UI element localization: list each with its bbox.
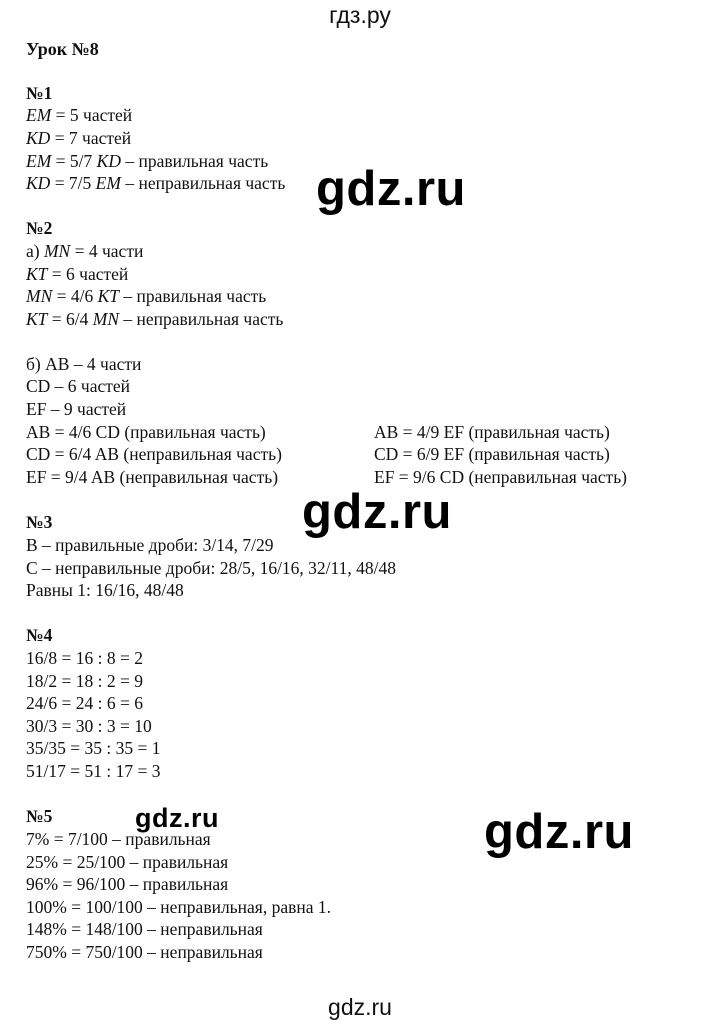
task-4-line: 51/17 = 51 : 17 = 3	[26, 761, 161, 781]
task-2a-line: MN = 4/6 KT – правильная часть	[26, 286, 267, 306]
task-2-heading: №2	[26, 218, 53, 238]
task-2a-line: а) MN = 4 части	[26, 241, 144, 261]
task-2b-left: EF = 9/4 AB (неправильная часть)	[26, 467, 279, 487]
task-3-line: Равны 1: 16/16, 48/48	[26, 580, 184, 600]
task-1-line: KD = 7/5 EM – неправильная часть	[26, 173, 286, 193]
task-2a-line: KT = 6 частей	[26, 264, 129, 284]
lesson-title: Урок №8	[26, 39, 99, 59]
task-2b-right: AB = 4/9 EF (правильная часть)	[374, 422, 610, 442]
watermark: gdz.ru	[135, 803, 219, 833]
task-5-line: 96% = 96/100 – правильная	[26, 874, 229, 894]
task-2b-left: CD = 6/4 AB (неправильная часть)	[26, 444, 282, 464]
task-4-heading: №4	[26, 625, 53, 645]
task-4-line: 16/8 = 16 : 8 = 2	[26, 648, 143, 668]
task-4-line: 24/6 = 24 : 6 = 6	[26, 693, 143, 713]
task-5-heading: №5	[26, 806, 53, 826]
task-5-line: 750% = 750/100 – неправильная	[26, 942, 263, 962]
task-2b-left: AB = 4/6 CD (правильная часть)	[26, 422, 266, 442]
watermark: gdz.ru	[302, 485, 452, 539]
site-header-text: гдз.ру	[329, 2, 391, 28]
task-5-line: 100% = 100/100 – неправильная, равна 1.	[26, 897, 332, 917]
task-1-line: KD = 7 частей	[26, 128, 132, 148]
task-1-heading: №1	[26, 83, 53, 103]
task-2b-line: EF – 9 частей	[26, 399, 127, 419]
task-1-line: EM = 5 частей	[26, 105, 133, 125]
site-footer-text: gdz.ru	[328, 994, 392, 1020]
task-5-line: 25% = 25/100 – правильная	[26, 852, 229, 872]
task-4-line: 18/2 = 18 : 2 = 9	[26, 671, 143, 691]
watermark: gdz.ru	[316, 162, 466, 216]
watermark: gdz.ru	[484, 805, 634, 859]
task-2b-line: CD – 6 частей	[26, 376, 131, 396]
task-5-line: 7% = 7/100 – правильная	[26, 829, 211, 849]
task-3-heading: №3	[26, 512, 53, 532]
task-2b-line: б) AB – 4 части	[26, 354, 142, 374]
task-5-line: 148% = 148/100 – неправильная	[26, 919, 263, 939]
task-2b-right: CD = 6/9 EF (правильная часть)	[374, 444, 610, 464]
task-1-line: EM = 5/7 KD – правильная часть	[26, 151, 269, 171]
task-4-line: 35/35 = 35 : 35 = 1	[26, 738, 161, 758]
task-4-line: 30/3 = 30 : 3 = 10	[26, 716, 152, 736]
task-3-line: B – правильные дроби: 3/14, 7/29	[26, 535, 274, 555]
task-2b-right: EF = 9/6 CD (неправильная часть)	[374, 467, 627, 487]
task-2a-line: KT = 6/4 MN – неправильная часть	[26, 309, 284, 329]
task-3-line: C – неправильные дроби: 28/5, 16/16, 32/11, 48/48	[26, 558, 397, 578]
